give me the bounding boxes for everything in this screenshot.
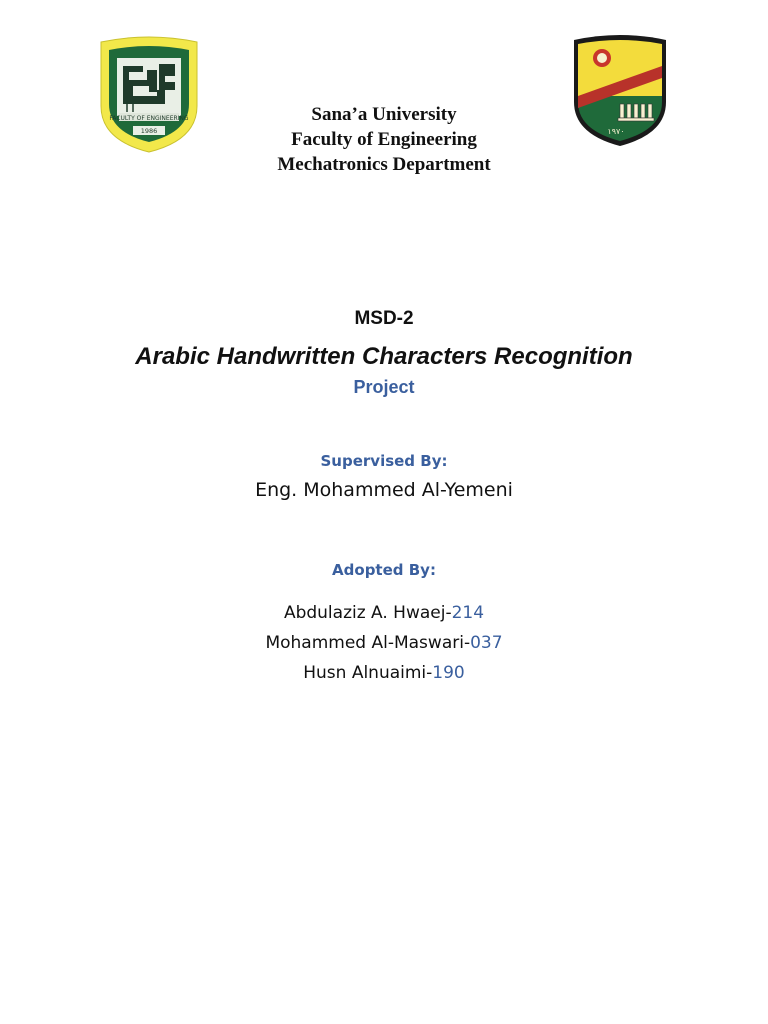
member-name: Husn Alnuaimi- (303, 663, 433, 683)
adopted-by-label: Adopted By: (332, 561, 436, 579)
member-name: Abdulaziz A. Hwaej- (283, 603, 452, 623)
member-id: 037 (470, 633, 503, 653)
supervised-by-label: Supervised By: (320, 452, 448, 470)
member-name: Mohammed Al-Maswari- (265, 633, 471, 653)
member-item (0, 630, 768, 660)
faculty-logo-caption: FACULTY OF ENGINEERING (109, 115, 189, 122)
member-item (0, 660, 768, 690)
supervisor-name: Eng. Mohammed Al-Yemeni (255, 479, 513, 501)
university-name: Sana’a University (311, 104, 457, 125)
member-list (0, 600, 768, 690)
faculty-logo-year: 1986 (140, 127, 158, 135)
project-subtitle: Project (353, 377, 415, 397)
department-name: Mechatronics Department (277, 154, 491, 175)
member-item (0, 600, 768, 630)
member-id: 214 (451, 603, 485, 623)
institution-header (0, 102, 768, 177)
member-id: 190 (432, 663, 465, 683)
university-logo-year: ١٩٧٠ (607, 127, 625, 136)
faculty-name: Faculty of Engineering (291, 129, 477, 150)
project-code: MSD-2 (354, 308, 414, 329)
project-title: Arabic Handwritten Characters Recognition (135, 343, 633, 370)
